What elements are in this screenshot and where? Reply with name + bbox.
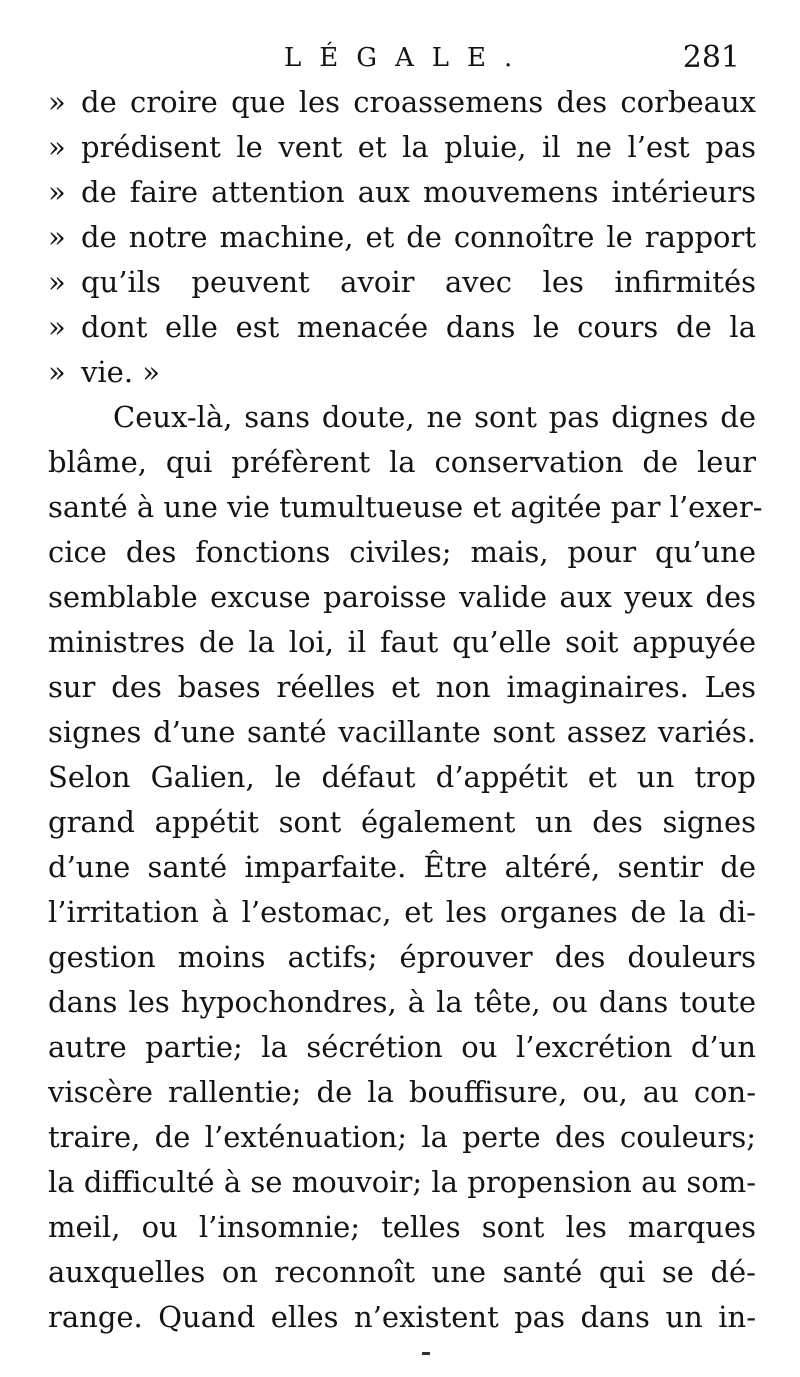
paragraph-line: grand appétit sont également un des signes bbox=[48, 805, 756, 839]
paragraph-line: auxquelles on reconnoît une santé qui se dé- bbox=[48, 1255, 756, 1289]
quotation-block bbox=[48, 80, 756, 395]
quote-mark: » bbox=[48, 355, 66, 389]
quote-mark: » bbox=[48, 175, 66, 209]
running-head: LÉGALE. bbox=[284, 43, 531, 73]
paragraph-line: viscère rallentie; de la bouffisure, ou, au con- bbox=[48, 1075, 756, 1109]
quote-mark: » bbox=[48, 220, 66, 254]
quote-mark: » bbox=[48, 85, 66, 119]
paragraph-line: ministres de la loi, il faut qu’elle soit appuyée bbox=[48, 625, 756, 659]
paragraph-line: meil, ou l’insomnie; telles sont les marques bbox=[48, 1210, 756, 1244]
page-number: 281 bbox=[682, 40, 740, 75]
paragraph-line: autre partie; la sécrétion ou l’excrétion d’un bbox=[48, 1030, 756, 1064]
paragraph-line: semblable excuse paroisse valide aux yeux des bbox=[48, 580, 756, 614]
paragraph-line: range. Quand elles n’existent pas dans un in- bbox=[48, 1300, 756, 1334]
paragraph-line: traire, de l’exténuation; la perte des couleurs; bbox=[48, 1120, 756, 1154]
quote-line: » de croire que les croassemens des corbeaux bbox=[48, 80, 756, 125]
quote-mark: » bbox=[48, 265, 66, 299]
paragraph-line: sur des bases réelles et non imaginaires. Les bbox=[48, 670, 756, 704]
quote-line: » de faire attention aux mouvemens intérieurs bbox=[48, 170, 756, 215]
paragraph-line: dans les hypochondres, à la tête, ou dans toute bbox=[48, 985, 756, 1019]
paragraph-line: l’irritation à l’estomac, et les organes de la di- bbox=[48, 895, 756, 929]
paragraph-line: Ceux-là, sans doute, ne sont pas dignes de bbox=[113, 400, 756, 434]
quote-line: » dont elle est menacée dans le cours de la bbox=[48, 305, 756, 350]
quote-line: » qu’ils peuvent avoir avec les infirmités bbox=[48, 260, 756, 305]
paragraph-line: signes d’une santé vacillante sont assez variés. bbox=[48, 715, 756, 749]
print-mark bbox=[422, 1352, 430, 1355]
paragraph-line: la difficulté à se mouvoir; la propension au som- bbox=[48, 1165, 756, 1199]
quote-line: » prédisent le vent et la pluie, il ne l’est pas bbox=[48, 125, 756, 170]
paragraph-line: Selon Galien, le défaut d’appétit et un trop bbox=[48, 760, 756, 794]
quote-mark: » bbox=[48, 310, 66, 344]
quote-mark: » bbox=[48, 130, 66, 164]
paragraph-line: d’une santé imparfaite. Être altéré, sentir de bbox=[48, 850, 756, 884]
page-header bbox=[0, 38, 800, 78]
quote-line: » vie. » bbox=[48, 350, 756, 395]
paragraph bbox=[48, 395, 763, 1340]
paragraph-line: cice des fonctions civiles; mais, pour qu’une bbox=[48, 535, 756, 569]
paragraph-line: blâme, qui préfèrent la conservation de leur bbox=[48, 445, 756, 479]
quote-line: » de notre machine, et de connoître le rapport bbox=[48, 215, 756, 260]
paragraph-line: santé à une vie tumultueuse et agitée par l’exer- bbox=[48, 490, 763, 524]
paragraph-line: gestion moins actifs; éprouver des douleurs bbox=[48, 940, 756, 974]
body-text bbox=[48, 80, 763, 1340]
